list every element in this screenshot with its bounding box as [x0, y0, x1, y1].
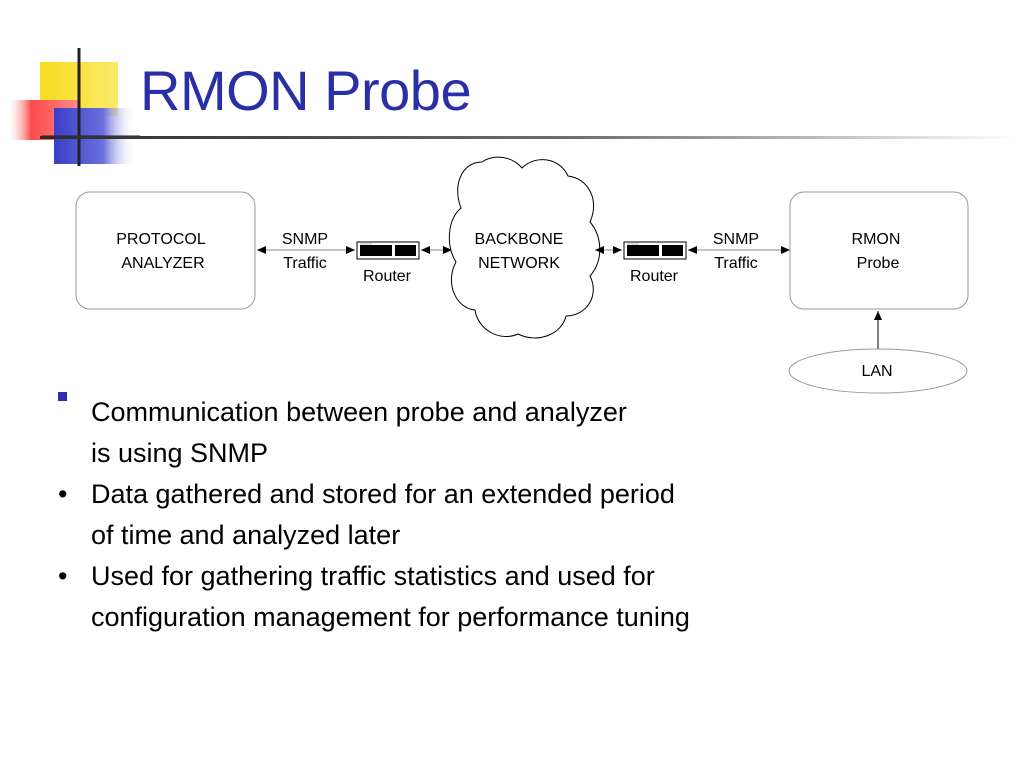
protocol-analyzer-label-line1: PROTOCOL	[116, 231, 206, 248]
rmon-probe-box	[790, 192, 968, 309]
snmp-left-label-line1: SNMP	[281, 231, 329, 248]
router-right-label: Router	[629, 268, 679, 285]
bullet-1-line-2: is using SNMP	[91, 438, 269, 468]
bullet-square-icon	[58, 392, 67, 401]
protocol-analyzer-box	[76, 192, 255, 309]
bullet-3-line-1: Used for gathering traffic statistics and used for	[91, 561, 655, 591]
router-right-icon	[624, 242, 686, 259]
backbone-label-line1: BACKBONE	[474, 231, 564, 248]
snmp-right-label-line1: SNMP	[712, 231, 760, 248]
lan-label: LAN	[861, 363, 893, 380]
rmon-probe-label-line2: Probe	[856, 255, 900, 272]
snmp-left-label-line2: Traffic	[283, 255, 327, 272]
bullet-2-line-2: of time and analyzed later	[91, 520, 401, 550]
lan-ellipse	[789, 349, 967, 393]
slide-title: RMON Probe	[140, 59, 472, 122]
bullet-item	[58, 556, 958, 638]
bullet-item	[58, 474, 958, 556]
bullet-1-line-1: Communication between probe and analyzer	[91, 397, 627, 427]
bullet-2-line-1: Data gathered and stored for an extended period	[91, 479, 675, 509]
bullet-dot-icon: •	[58, 479, 68, 509]
rmon-probe-label-line1: RMON	[851, 231, 901, 248]
bullet-list	[58, 392, 958, 638]
router-left-label: Router	[362, 268, 412, 285]
snmp-right-label-line2: Traffic	[714, 255, 758, 272]
backbone-label-line2: NETWORK	[478, 255, 560, 272]
router-left-icon	[357, 242, 419, 259]
bullet-item	[58, 392, 958, 474]
bullet-3-line-2: configuration management for performance tuning	[91, 602, 690, 632]
protocol-analyzer-label-line2: ANALYZER	[121, 255, 205, 272]
bullet-dot-icon: •	[58, 561, 68, 591]
backbone-network-cloud	[449, 157, 599, 338]
